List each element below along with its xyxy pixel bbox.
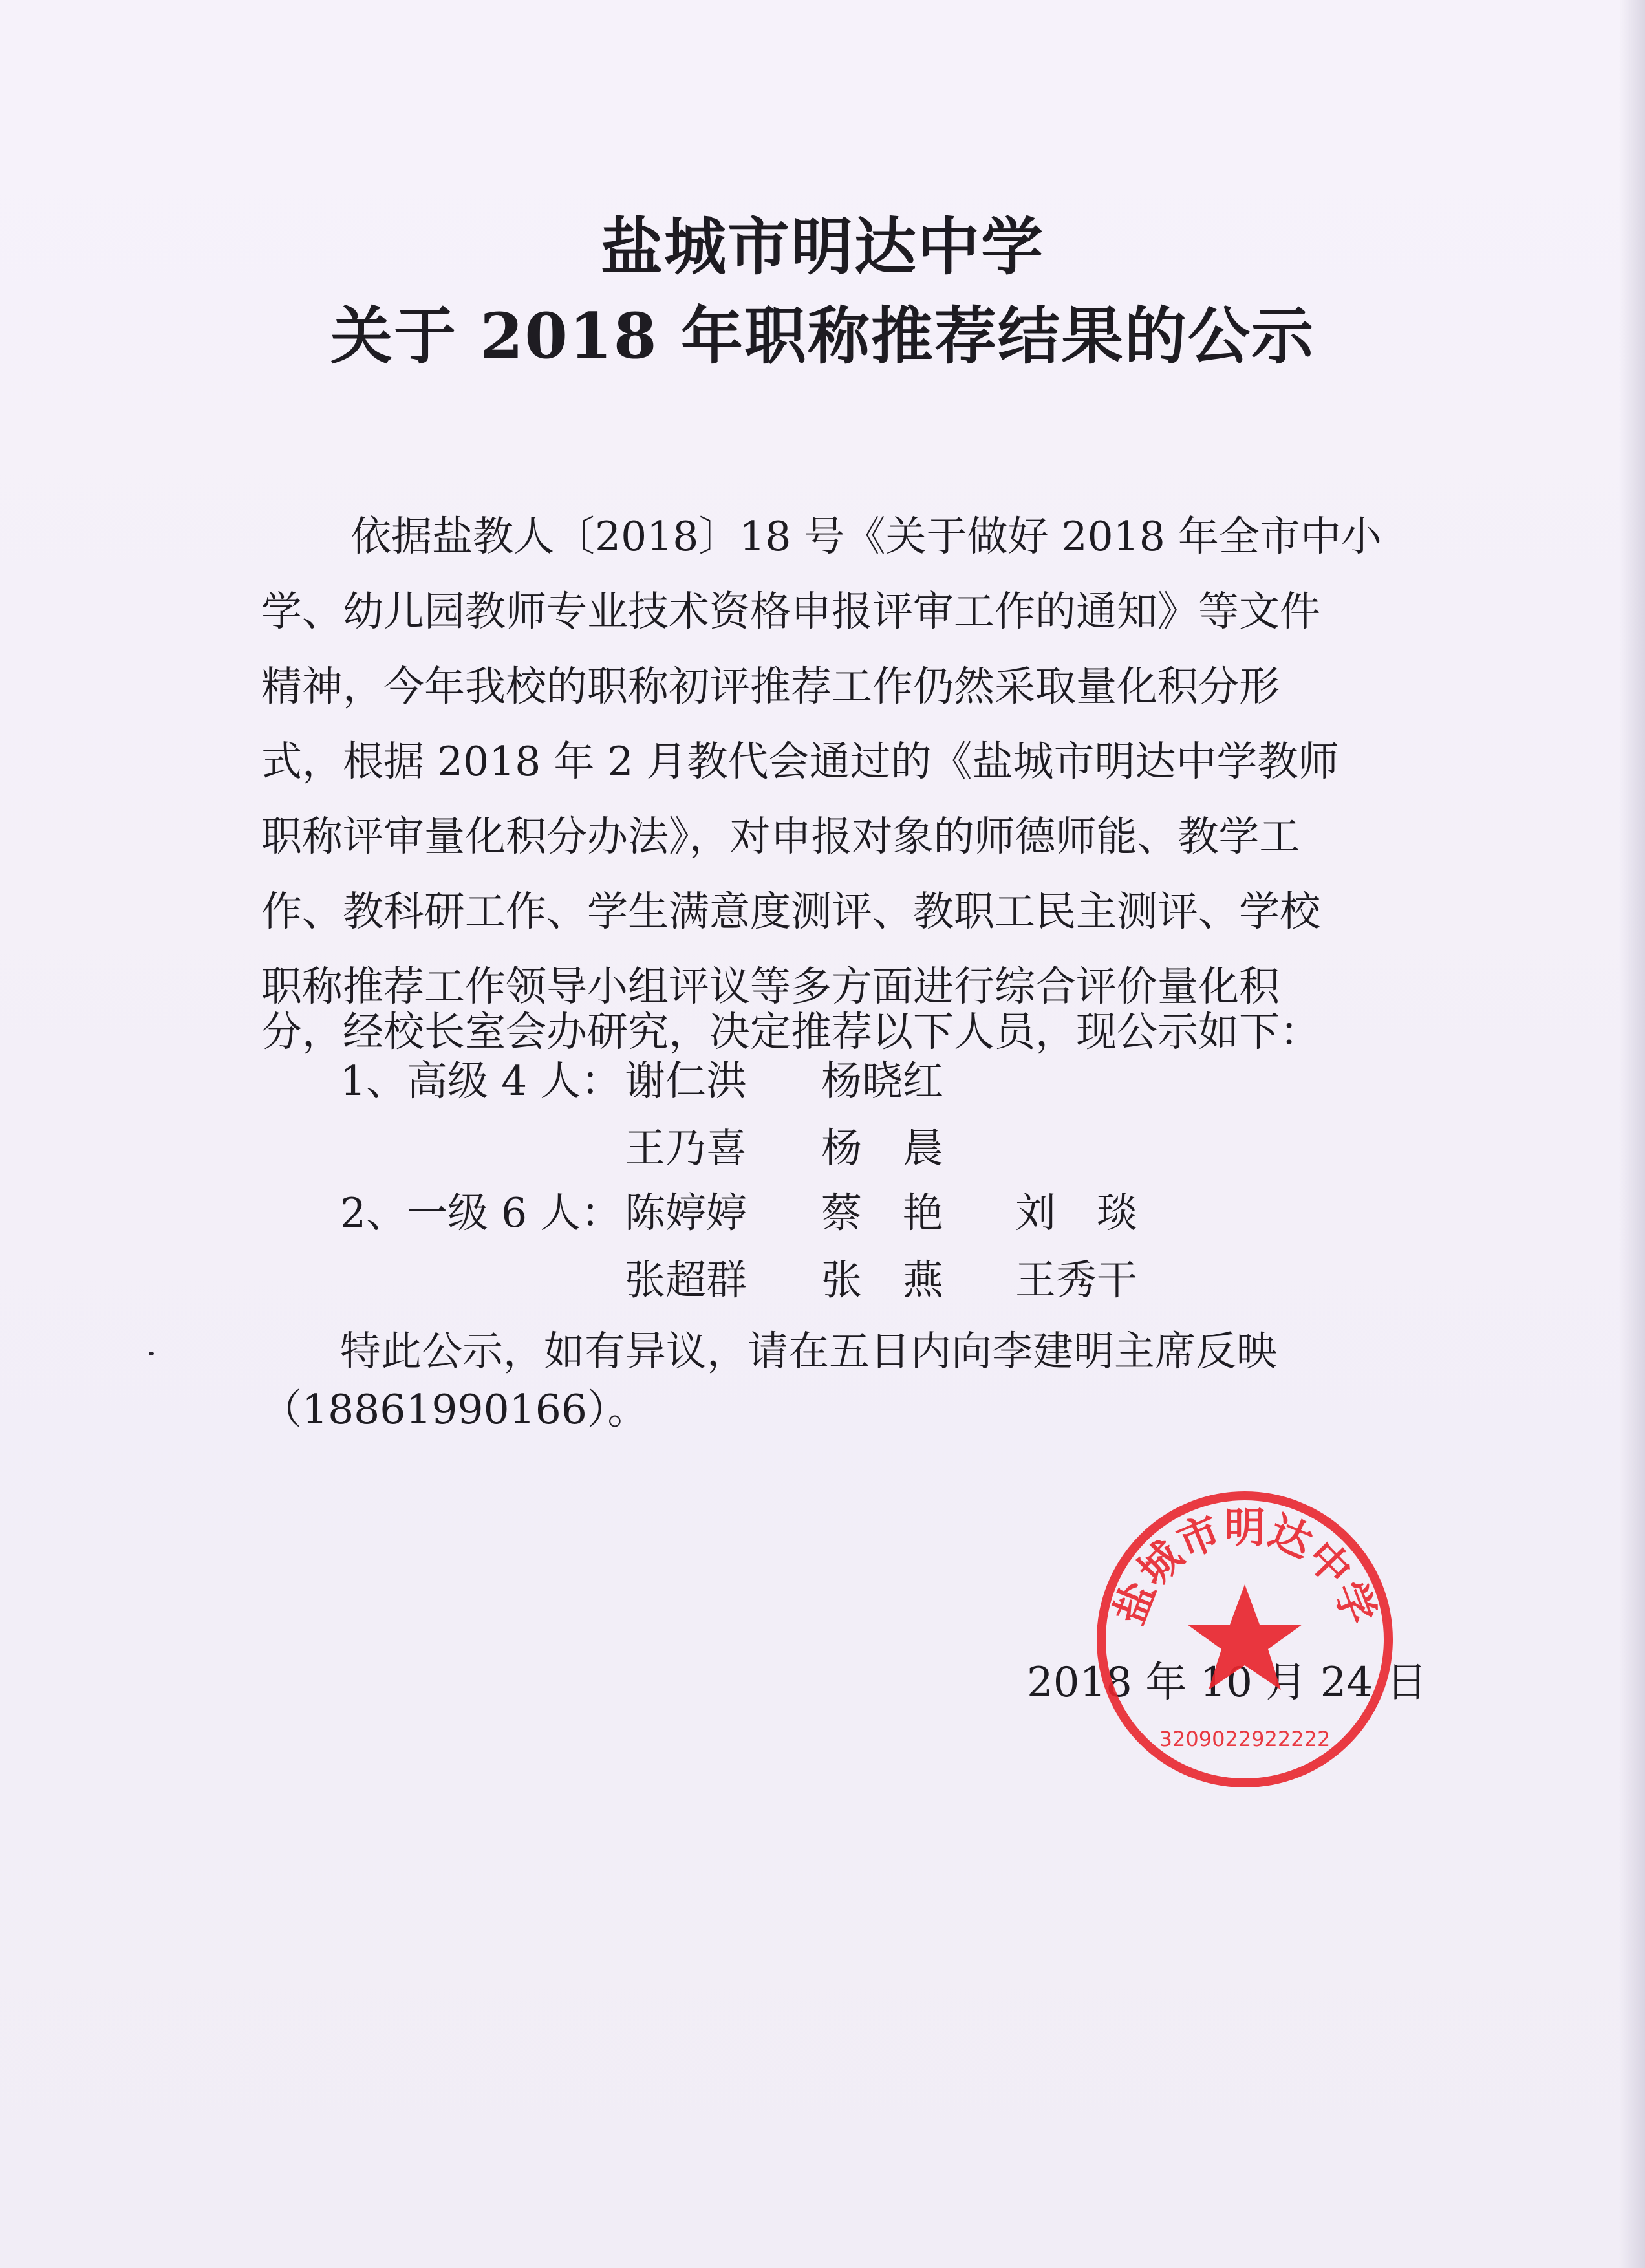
body-line: 分，经校长室会办研究，决定推荐以下人员，现公示如下：	[261, 1008, 1320, 1055]
document-date: 2018 年 10 月 24 日	[1027, 1659, 1428, 1707]
closing-line-1: 特此公示，如有异议，请在五日内向李建明主席反映	[340, 1328, 1277, 1375]
official-seal-icon	[1093, 1487, 1397, 1791]
body-line: 学、幼儿园教师专业技术资格申报评审工作的通知》等文件	[261, 588, 1320, 635]
body-line: 作、教科研工作、学生满意度测评、教职工民主测评、学校	[261, 888, 1320, 935]
first-level-label: 2、一级 6 人：	[340, 1189, 622, 1237]
seal-text: 盐城市明达中学	[1105, 1504, 1384, 1632]
closing-line-2: （18861990166）。	[261, 1386, 649, 1433]
first-level-name: 张 燕	[821, 1257, 943, 1304]
body-line: 精神，今年我校的职称初评推荐工作仍然采取量化积分形	[261, 663, 1280, 710]
senior-label: 1、高级 4 人：	[340, 1057, 622, 1105]
body-line: 职称推荐工作领导小组评议等多方面进行综合评价量化积	[261, 963, 1280, 1010]
seal-star-icon	[1187, 1584, 1302, 1690]
senior-name: 谢仁洪	[625, 1057, 747, 1105]
body-line: 依据盐教人〔2018〕18 号《关于做好 2018 年全市中小	[350, 513, 1382, 560]
seal-code: 3209022922222	[1159, 1727, 1331, 1751]
scan-speck	[149, 1352, 154, 1355]
senior-name: 杨 晨	[821, 1125, 943, 1172]
first-level-name: 王秀干	[1015, 1257, 1137, 1304]
first-level-name: 刘 琰	[1015, 1189, 1137, 1237]
body-line: 职称评审量化积分办法》，对申报对象的师德师能、教学工	[261, 813, 1300, 860]
document-title-line-1: 盐城市明达中学	[601, 210, 1044, 283]
senior-name: 王乃喜	[625, 1125, 747, 1172]
document-title-line-2: 关于 2018 年职称推荐结果的公示	[330, 299, 1315, 373]
first-level-name: 蔡 艳	[821, 1189, 943, 1237]
senior-name: 杨晓红	[821, 1057, 943, 1105]
body-line: 式，根据 2018 年 2 月教代会通过的《盐城市明达中学教师	[261, 738, 1339, 785]
first-level-name: 张超群	[625, 1257, 747, 1304]
first-level-name: 陈婷婷	[625, 1189, 747, 1237]
